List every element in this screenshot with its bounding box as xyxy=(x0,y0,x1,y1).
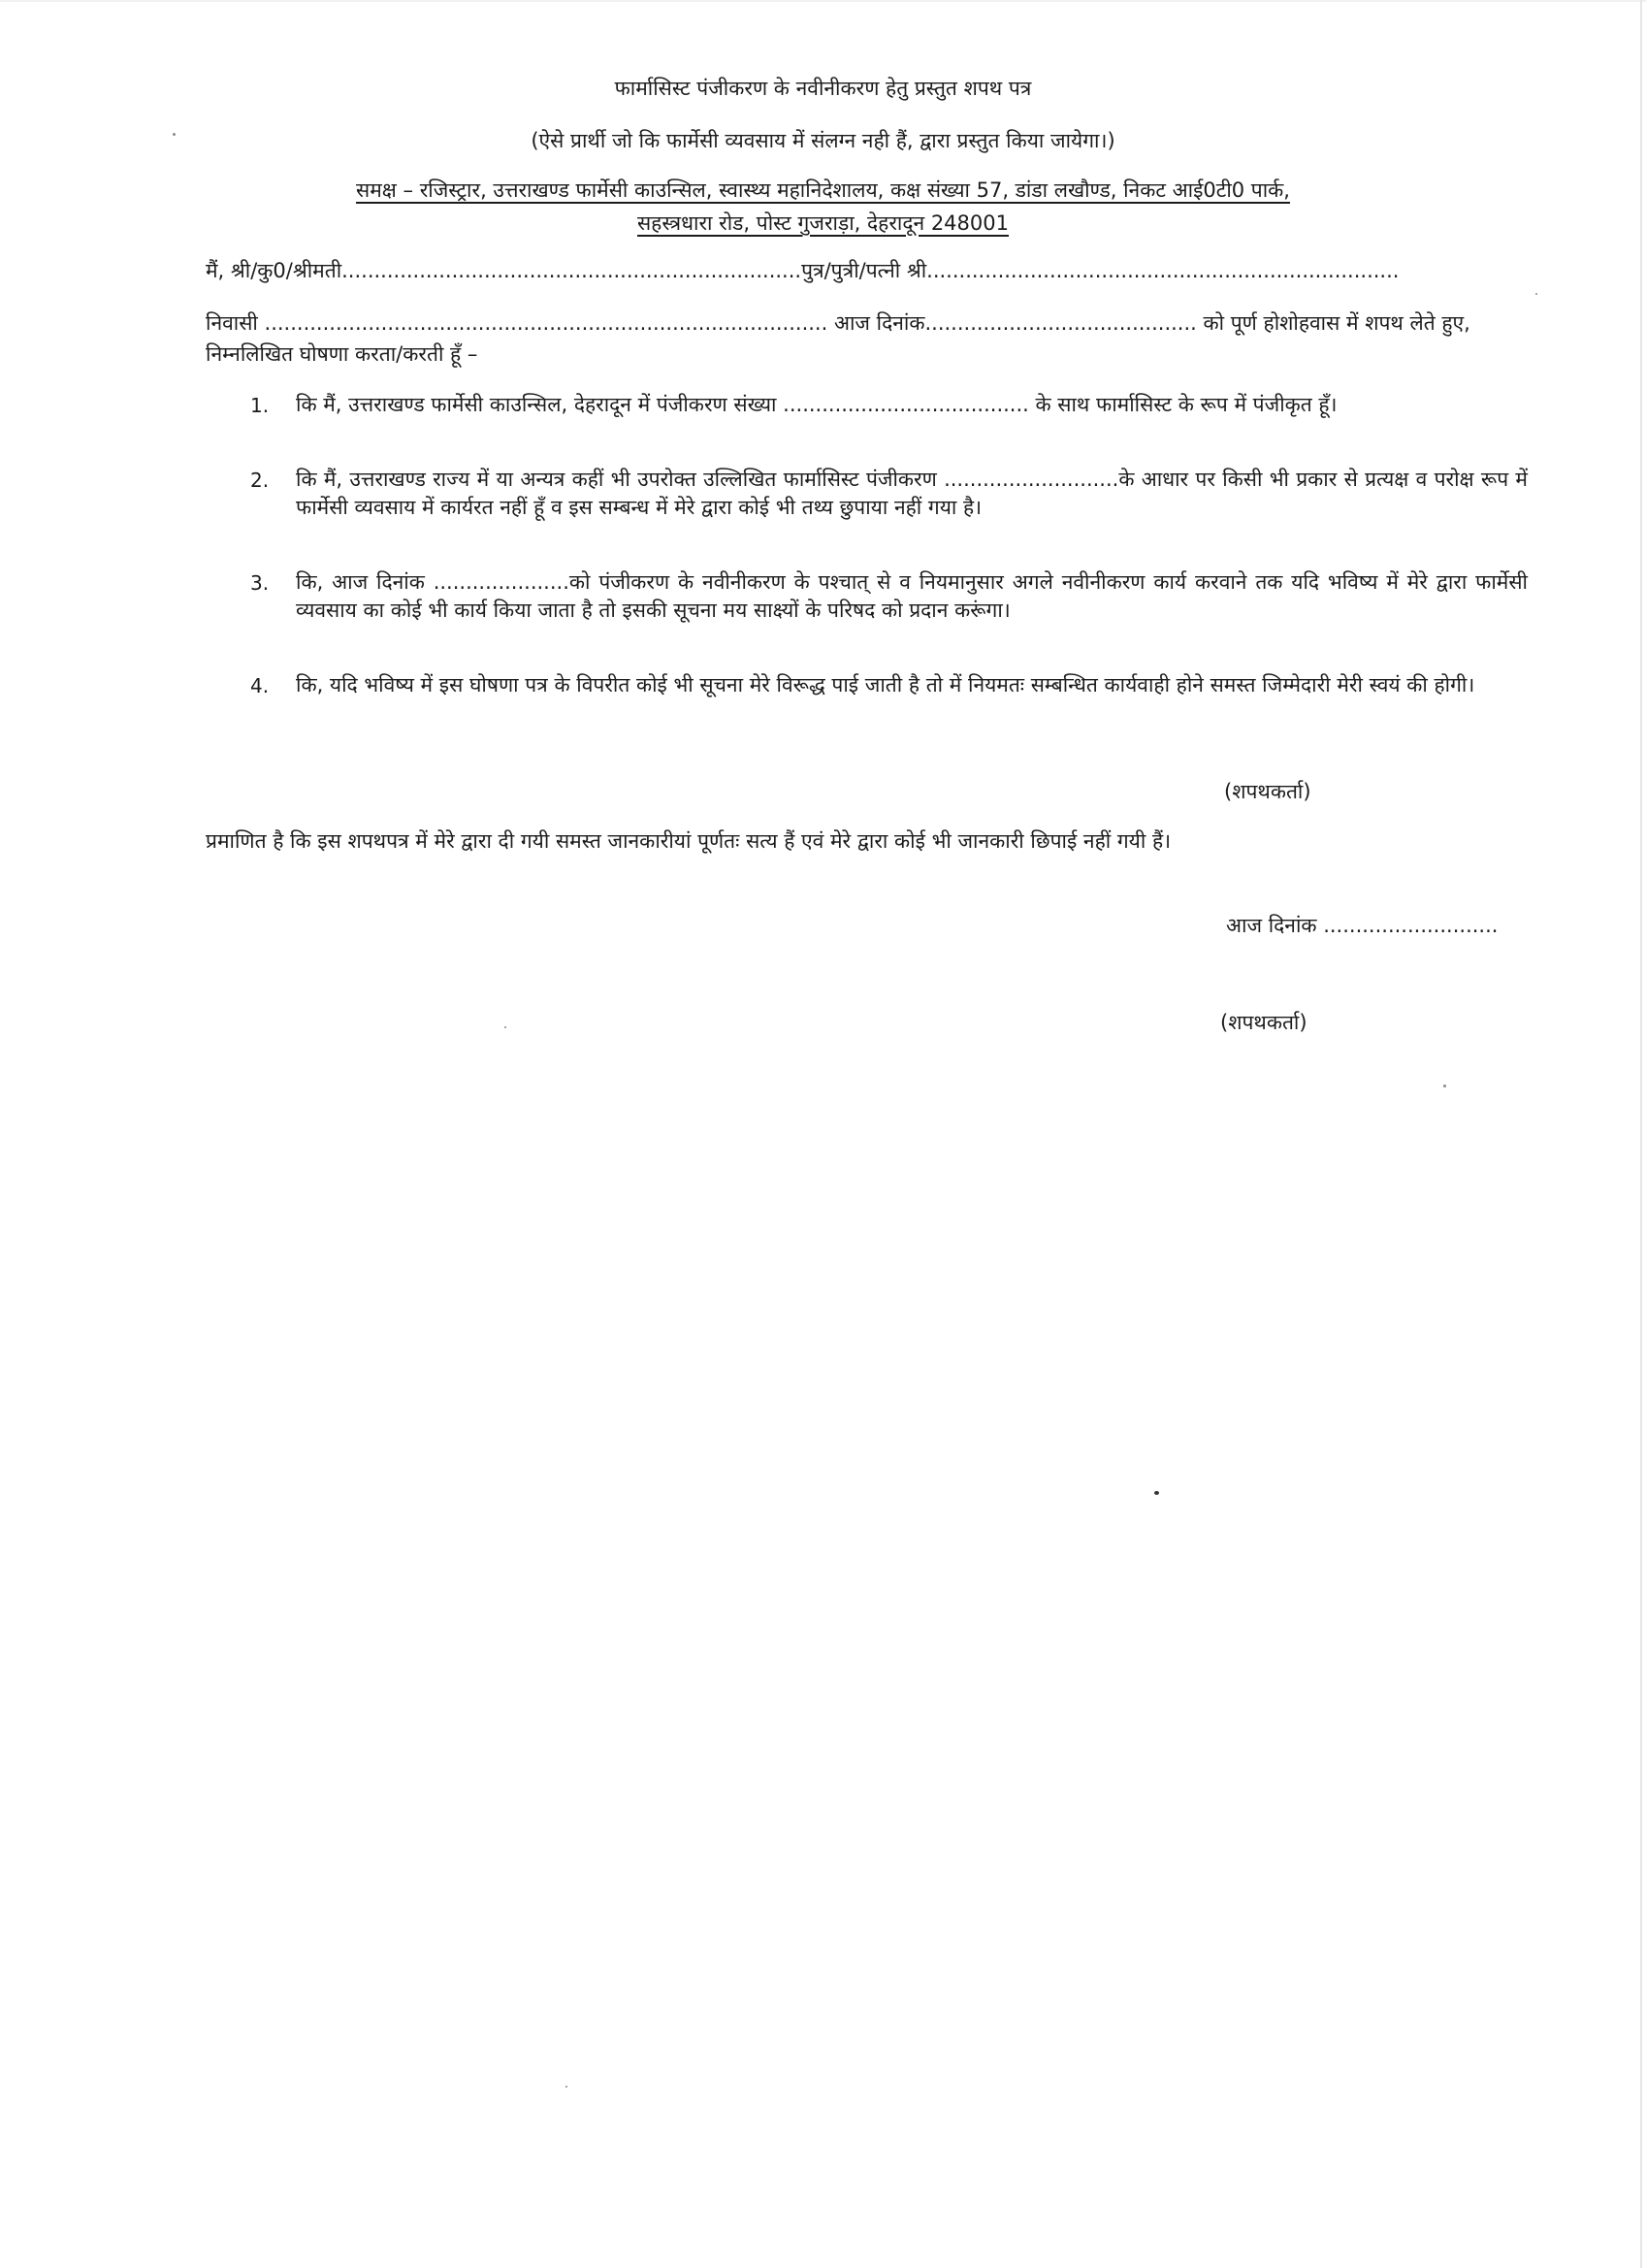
item-number: 2. xyxy=(250,469,270,492)
document-title: फार्मासिस्ट पंजीकरण के नवीनीकरण हेतु प्रस्तुत शपथ पत्र xyxy=(614,77,1032,100)
scan-speck xyxy=(1154,1491,1159,1495)
address-line-1 xyxy=(0,176,1646,205)
item-number: 4. xyxy=(250,674,270,697)
signatory-label: (शपथकर्ता) xyxy=(1220,1011,1307,1034)
address-line-1-text: समक्ष – रजिस्ट्रार, उत्तराखण्ड फार्मेसी काउन्सिल, स्वास्थ्य महानिदेशालय, कक्ष संख्या 57, डांडा लखौण्ड, निकट आई0टी0 पार्क, xyxy=(356,178,1290,202)
scan-top-edge xyxy=(0,0,1646,2)
item-number: 1. xyxy=(250,394,270,417)
item-number: 3. xyxy=(250,571,270,595)
address-line-2-text: सहस्त्रधारा रोड, पोस्ट गुजराड़ा, देहरादून 248001 xyxy=(636,211,1009,235)
scan-speck xyxy=(1443,1085,1446,1087)
address-line-2 xyxy=(0,209,1646,238)
resident-line: निवासी ....................................................................................... आज दिनांक.......................................... को पूर्ण होशोहवास में शपथ लेते हुए, xyxy=(206,311,1470,335)
declarant-line: मैं, श्री/कु0/श्रीमती.......................................................................पुत्र/पुत्री/पत्नी श्री......................................................................... xyxy=(206,259,1400,282)
declaration-intro: निम्नलिखित घोषणा करता/करती हूँ – xyxy=(206,342,478,366)
declaration-item: कि, यदि भविष्य में इस घोषणा पत्र के विपरीत कोई भी सूचना मेरे विरूद्ध पाई जाती है तो में नियमतः सम्बन्धित कार्यवाही होने समस्त जिम्मेदारी मेरी स्वयं की होगी। xyxy=(296,673,1475,697)
declaration-item: कि, आज दिनांक .....................को पंजीकरण के नवीनीकरण के पश्चात् से व नियमानुसार अगले नवीनीकरण कार्य करवाने तक यदि भविष्य में मेरे द्वारा फार्मेसी व्यवसाय का कोई भी कार्य किया जाता है तो इसकी सूचना मय साक्ष्यों के परिषद को प्रदान करूंगा। xyxy=(296,570,1528,622)
signatory-label: (शपथकर्ता) xyxy=(1224,780,1311,803)
certification-text: प्रमाणित है कि इस शपथपत्र में मेरे द्वारा दी गयी समस्त जानकारीयां पूर्णतः सत्य हैं एवं मेरे द्वारा कोई भी जानकारी छिपाई नहीं गयी हैं। xyxy=(206,829,1172,853)
date-line: आज दिनांक ........................... xyxy=(1226,914,1499,937)
declaration-item: कि मैं, उत्तराखण्ड फार्मेसी काउन्सिल, देहरादून में पंजीकरण संख्या ...................................... के साथ फार्मासिस्ट के रूप में पंजीकृत हूँ। xyxy=(296,393,1338,416)
scan-right-edge xyxy=(1640,0,1642,2268)
document-subtitle: (ऐसे प्रार्थी जो कि फार्मेसी व्यवसाय में संलग्न नही हैं, द्वारा प्रस्तुत किया जायेगा।) xyxy=(531,129,1115,152)
scan-speck xyxy=(1535,293,1537,295)
declaration-item: कि मैं, उत्तराखण्ड राज्य में या अन्यत्र कहीं भी उपरोक्त उल्लिखित फार्मासिस्ट पंजीकरण ...........................के आधार पर किसी भी प्रकार से प्रत्यक्ष व परोक्ष रूप में फार्मेसी व्यवसाय में कार्यरत नहीं हूँ व इस सम्बन्ध में मेरे द्वारा कोई भी तथ्य छुपाया नहीं गया है। xyxy=(296,468,1528,519)
scan-speck xyxy=(504,1026,506,1028)
scan-speck xyxy=(565,2086,567,2088)
